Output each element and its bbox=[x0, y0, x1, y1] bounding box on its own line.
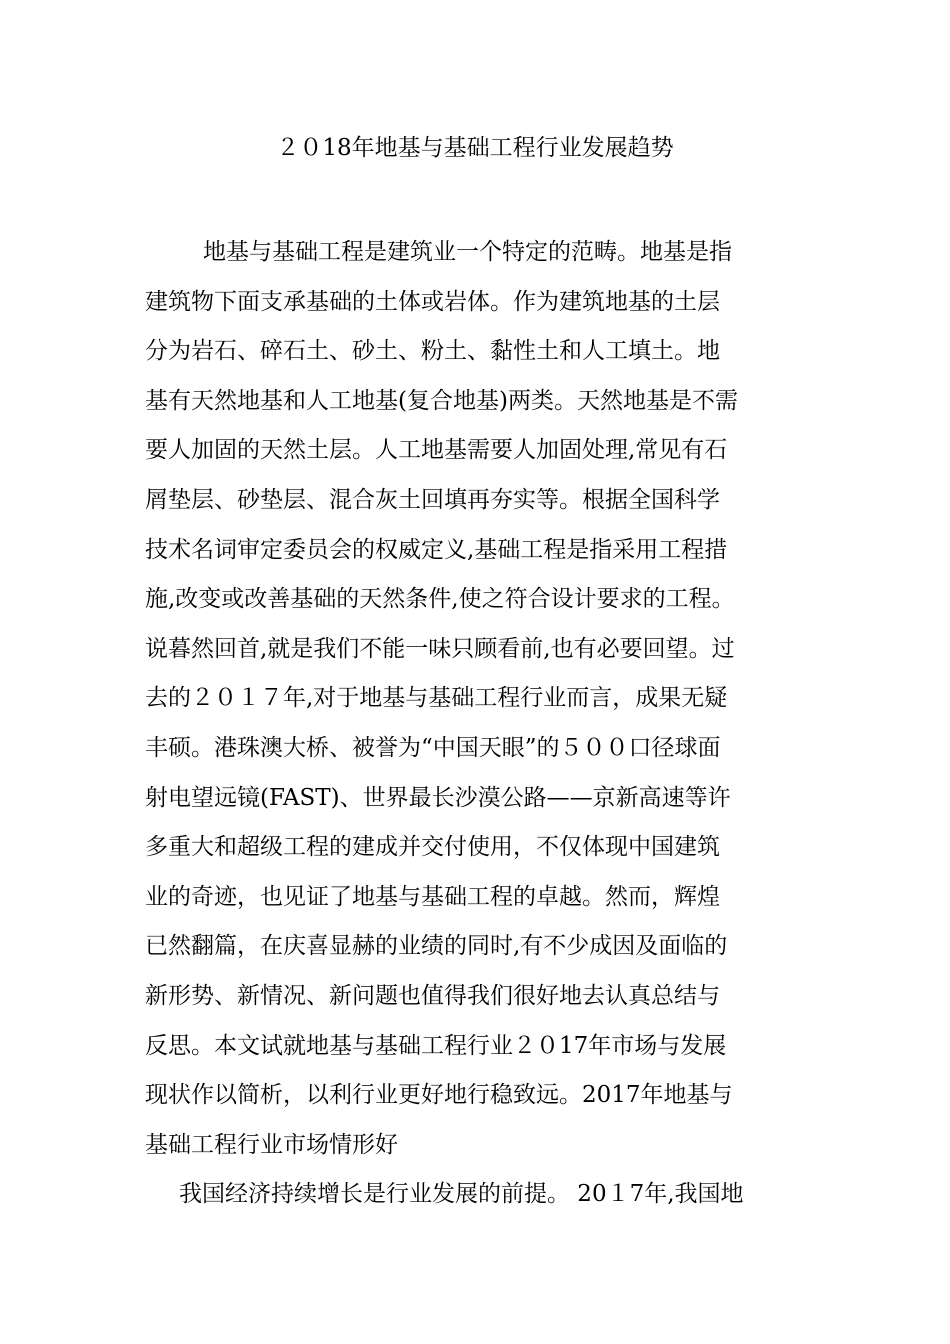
text-line: 现状作以简析，以利行业更好地行稳致远。2017年地基与 bbox=[145, 1082, 733, 1109]
text-line: 技术名词审定委员会的权威定义,基础工程是指采用工程措 bbox=[145, 536, 728, 563]
text-line: 新形势、新情况、新问题也值得我们很好地去认真总结与 bbox=[145, 982, 720, 1009]
text-line: 建筑物下面支承基础的土体或岩体。作为建筑地基的土层 bbox=[145, 288, 720, 315]
text-line: 去的２０１７年,对于地基与基础工程行业而言，成果无疑 bbox=[145, 685, 728, 712]
text-line: 已然翻篇，在庆喜显赫的业绩的同时,有不少成因及面临的 bbox=[145, 933, 728, 960]
text-line: 我国经济持续增长是行业发展的前提。 20１7年,我国地 bbox=[179, 1181, 744, 1208]
text-line: 分为岩石、碎石土、砂土、粉土、黏性土和人工填土。地 bbox=[145, 338, 720, 365]
text-line: 基有天然地基和人工地基(复合地基)两类。天然地基是不需 bbox=[145, 387, 738, 414]
text-line: 基础工程行业市场情形好 bbox=[145, 1131, 398, 1158]
text-line: 丰硕。港珠澳大桥、被誉为“中国天眼”的５００口径球面 bbox=[145, 734, 721, 761]
body-text bbox=[145, 228, 810, 1220]
document-title: ２０18年地基与基础工程行业发展趋势 bbox=[276, 135, 674, 161]
text-line: 射电望远镜(FAST)、世界最长沙漠公路——京新高速等许 bbox=[145, 784, 731, 811]
text-line: 屑垫层、砂垫层、混合灰土回填再夯实等。根据全国科学 bbox=[145, 486, 720, 513]
text-line: 施,改变或改善基础的天然条件,使之符合设计要求的工程。 bbox=[145, 586, 735, 613]
text-line: 地基与基础工程是建筑业一个特定的范畴。地基是指 bbox=[203, 239, 732, 265]
text-line: 反思。本文试就地基与基础工程行业２０17年市场与发展 bbox=[145, 1032, 727, 1059]
text-line: 要人加固的天然土层。人工地基需要人加固处理,常见有石 bbox=[145, 437, 728, 464]
text-line: 业的奇迹，也见证了地基与基础工程的卓越。然而，辉煌 bbox=[145, 883, 720, 910]
text-line: 说暮然回首,就是我们不能一味只顾看前,也有必要回望。过 bbox=[145, 635, 735, 662]
text-line: 多重大和超级工程的建成并交付使用，不仅体现中国建筑 bbox=[145, 834, 720, 861]
